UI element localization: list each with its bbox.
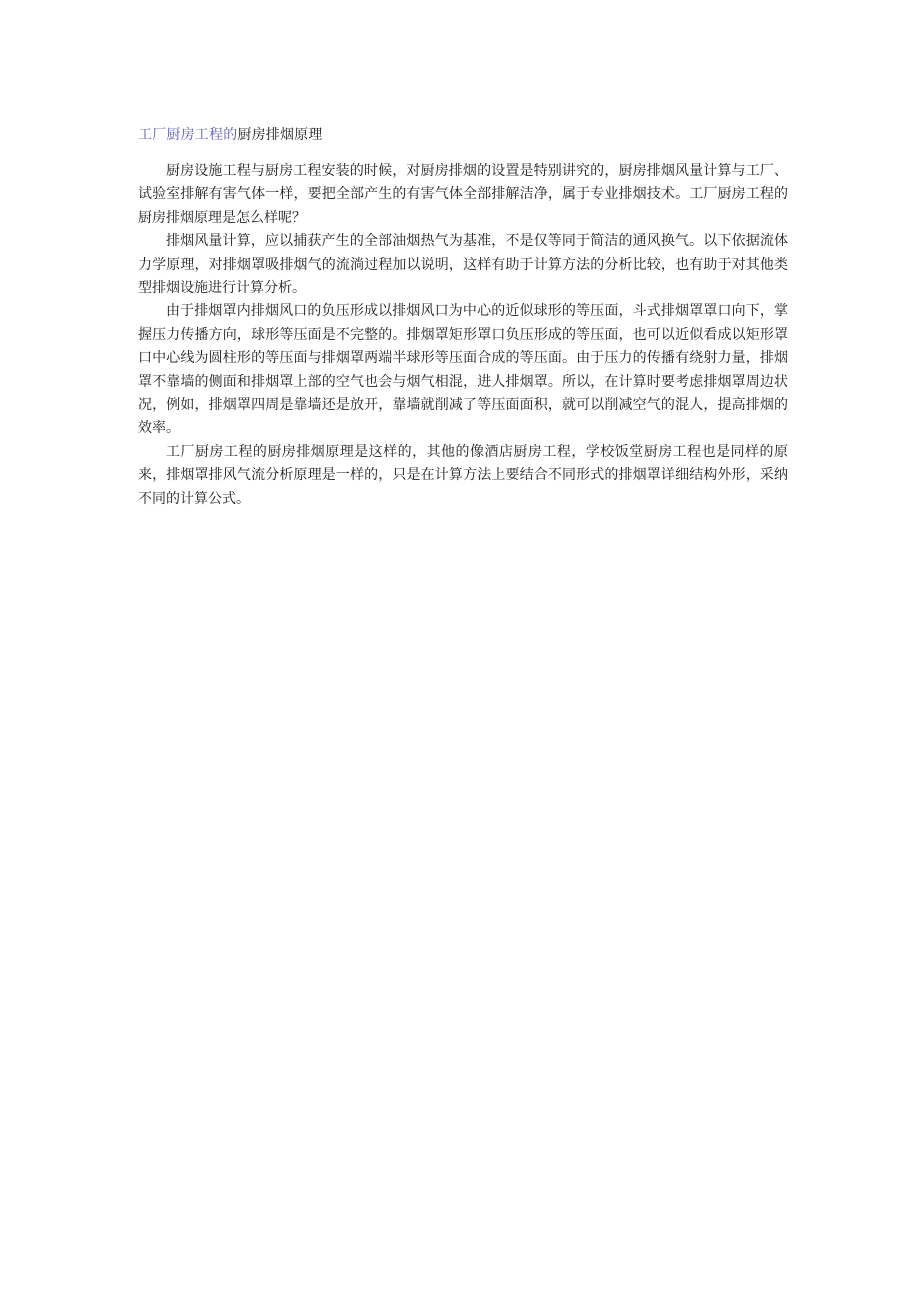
paragraph-1: 厨房设施工程与厨房工程安装的时候，对厨房排烟的设置是特别讲究的，厨房排烟风量计算与工厂、试验室排解有害气体一样，要把全部产生的有害气体全部排解洁净，属于专业排烟技术。工厂厨房工程的厨房排烟原理是怎么样呢？ <box>138 163 788 226</box>
paragraph-3: 由于排烟罩内排烟风口的负压形成以排烟风口为中心的近似球形的等压面，斗式排烟罩罩口向下，掌握压力传播方向，球形等压面是不完整的。排烟罩矩形罩口负压形成的等压面，也可以近似看成以矩形罩口中心线为圆柱形的等压面与排烟罩两端半球形等压面合成的等压面。由于压力的传播有绕射力量，排烟罩不靠墙的侧面和排烟罩上部的空气也会与烟气相混，进人排烟罩。所以，在计算时要考虑排烟罩周边状况，例如，排烟罩四周是靠墙还是放开，靠墙就削减了等压面面积，就可以削减空气的混人，提高排烟的效率。 <box>138 303 788 437</box>
title-link[interactable]: 工厂厨房工程的 <box>138 127 238 143</box>
paragraph-2: 排烟风量计算，应以捕获产生的全部油烟热气为基准，不是仅等同于简洁的通风换气。以下依据流体力学原理，对排烟罩吸排烟气的流淌过程加以说明，这样有助于计算方法的分析比较，也有助于对其他类型排烟设施进行计算分析。 <box>138 233 788 297</box>
document-body <box>138 124 788 511</box>
document-title <box>138 124 788 146</box>
title-text: 厨房排烟原理 <box>237 127 323 143</box>
paragraph-4: 工厂厨房工程的厨房排烟原理是这样的，其他的像酒店厨房工程，学校饭堂厨房工程也是同样的原来，排烟罩排风气流分析原理是一样的，只是在计算方法上要结合不同形式的排烟罩详细结构外形，采纳不同的计算公式。 <box>138 443 788 507</box>
